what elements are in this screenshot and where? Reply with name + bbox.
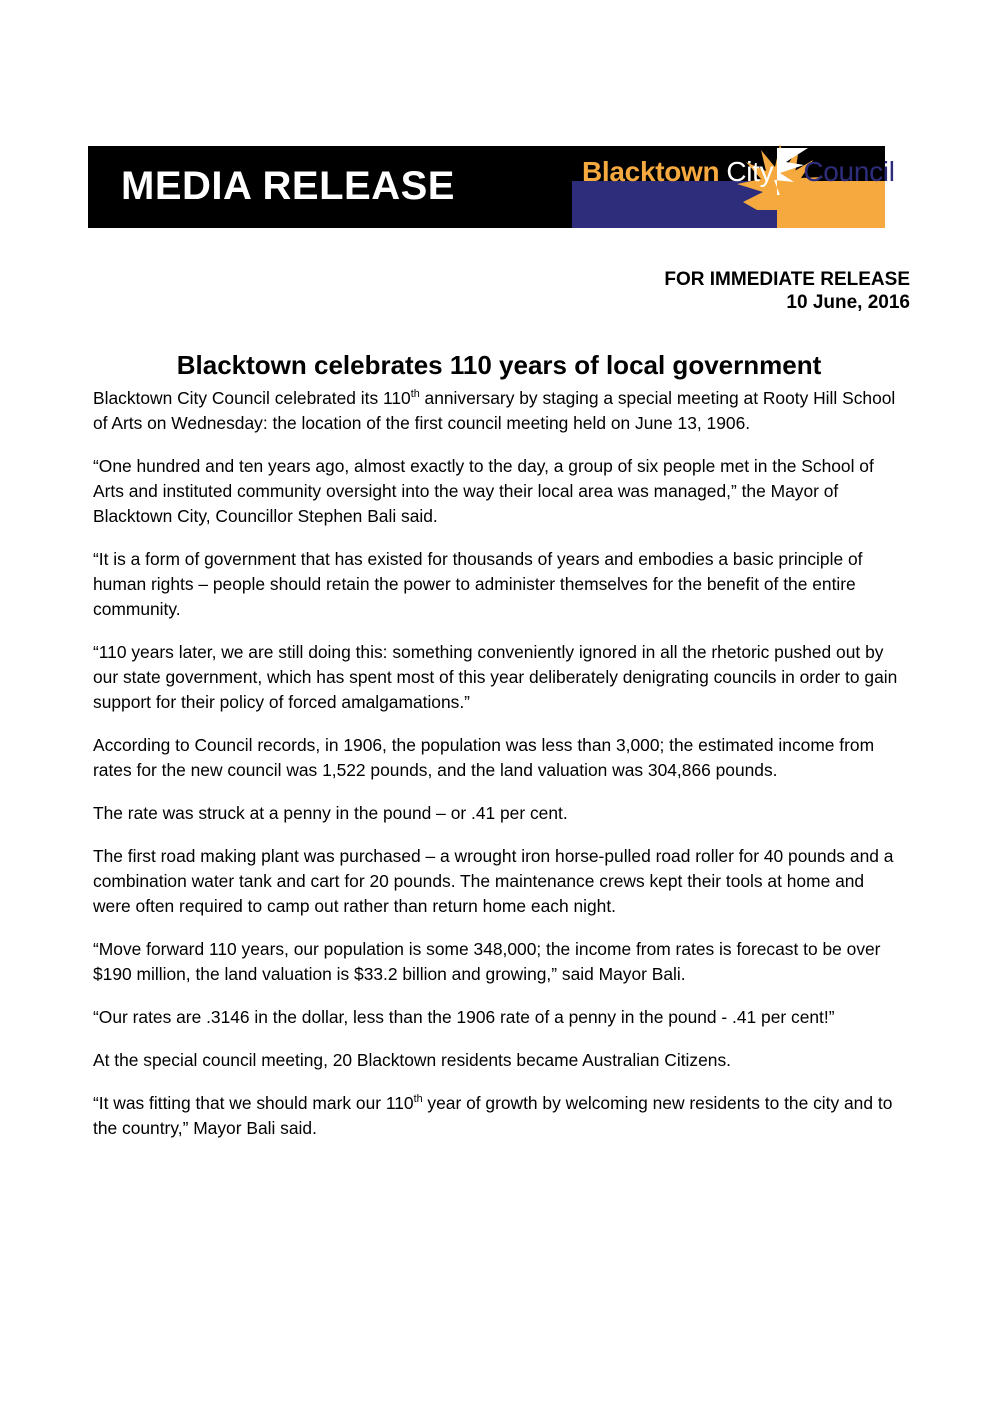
body-paragraph: At the special council meeting, 20 Blacktown residents became Australian Citizens. [93, 1050, 731, 1070]
body-paragraph: Blacktown City Council celebrated its 110th anniversary by staging a special meeting at Rooty Hill School of Arts on Wednesday: the location of the first council meeting held on June 13, 1906. [93, 388, 896, 433]
logo-word-council: Council [803, 155, 895, 187]
release-notice-block [88, 268, 910, 314]
body-copy [93, 386, 905, 1141]
masthead-title: MEDIA RELEASE [121, 164, 455, 209]
body-paragraph: The first road making plant was purchased – a wrought iron horse-pulled road roller for 40 pounds and a combination water tank and cart for 20 pounds. The maintenance crews kept their tools at home and were often required to camp out rather than return home each night. [93, 846, 894, 916]
blacktown-city-council-logo [572, 148, 895, 228]
body-paragraph: “It was fitting that we should mark our 110th year of growth by welcoming new residents to the city and to the country,” Mayor Bali said. [93, 1093, 893, 1138]
body-paragraph: “One hundred and ten years ago, almost exactly to the day, a group of six people met in the School of Arts and instituted community oversight into the way their local area was managed,” the Mayor of Blacktown City, Councillor Stephen Bali said. [93, 456, 874, 526]
release-date: 10 June, 2016 [786, 292, 910, 313]
body-paragraph: “Our rates are .3146 in the dollar, less than the 1906 rate of a penny in the pound - .41 per cent!” [93, 1007, 835, 1027]
logo-word-blacktown: Blacktown [582, 155, 720, 187]
release-notice: FOR IMMEDIATE RELEASE [664, 269, 910, 290]
ordinal-suffix: th [413, 1093, 423, 1106]
body-paragraph: “Move forward 110 years, our population is some 348,000; the income from rates is forecast to be over $190 million, the land valuation is $33.2 billion and growing,” said Mayor Bali. [93, 939, 881, 984]
page-title: Blacktown celebrates 110 years of local government [176, 350, 822, 381]
body-paragraph: “It is a form of government that has existed for thousands of years and embodies a basic principle of human rights – people should retain the power to administer themselves for the benefit of the entire community. [93, 549, 863, 619]
body-paragraph: According to Council records, in 1906, the population was less than 3,000; the estimated income from rates for the new council was 1,522 pounds, and the land valuation was 304,866 pounds. [93, 735, 875, 780]
body-paragraph: “110 years later, we are still doing this: something conveniently ignored in all the rhetoric pushed out by our state government, which has spent most of this year deliberately denigrating councils in order to gain support for their policy of forced amalgamations.” [93, 642, 898, 712]
logo-word-city: City [726, 155, 774, 187]
logo-wordmark [572, 148, 895, 195]
ordinal-suffix: th [410, 388, 420, 401]
body-paragraph: The rate was struck at a penny in the pound – or .41 per cent. [93, 803, 568, 823]
